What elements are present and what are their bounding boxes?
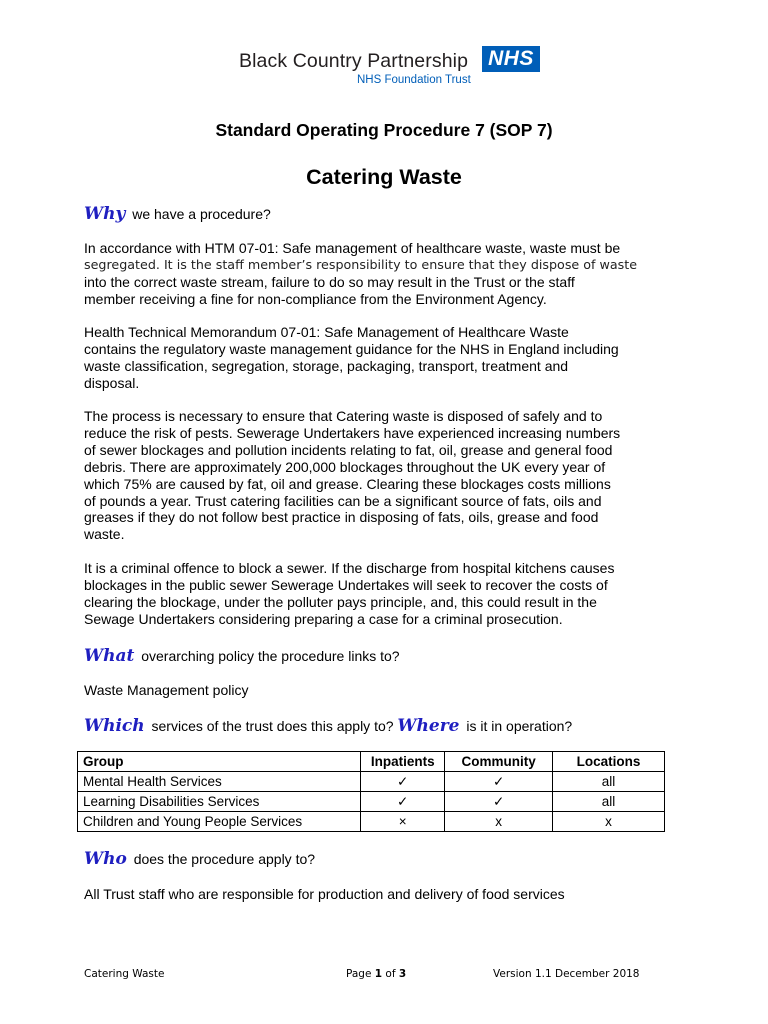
footer-doc-name: Catering Waste bbox=[84, 968, 165, 980]
why-heading-text: we have a procedure? bbox=[132, 206, 271, 222]
paragraph-line: Sewage Undertakers considering preparing a case for a criminal prosecution. bbox=[84, 610, 563, 627]
cell-group: Children and Young People Services bbox=[78, 812, 361, 832]
paragraph-line: of sewer blockages and pollution incidents relating to fat, oil, grease and general food bbox=[84, 441, 613, 458]
what-heading-text: overarching policy the procedure links to? bbox=[141, 648, 400, 664]
why-paragraph-4 bbox=[84, 560, 684, 628]
who-heading bbox=[84, 849, 315, 869]
header-inpatients: Inpatients bbox=[361, 752, 445, 772]
document-title: Standard Operating Procedure 7 (SOP 7) bbox=[215, 120, 553, 140]
why-keyword: Why bbox=[84, 204, 126, 224]
paragraph-line: of pounds a year. Trust catering facilities can be a significant source of fats, oils and bbox=[84, 492, 602, 509]
footer-page-number bbox=[346, 968, 406, 980]
cell-locations: all bbox=[553, 792, 665, 812]
header-group: Group bbox=[78, 752, 361, 772]
document-subtitle: Catering Waste bbox=[306, 165, 462, 189]
who-answer bbox=[84, 886, 684, 903]
which-heading-text: services of the trust does this apply to? bbox=[151, 718, 394, 734]
paragraph-line: reduce the risk of pests. Sewerage Undertakers have experienced increasing numbers bbox=[84, 424, 621, 441]
which-keyword: Which bbox=[84, 716, 145, 736]
table-row bbox=[78, 812, 665, 832]
cell-locations: all bbox=[553, 772, 665, 792]
cell-community: x bbox=[445, 812, 553, 832]
trust-logo bbox=[239, 44, 539, 90]
why-paragraph-3 bbox=[84, 408, 684, 543]
what-answer bbox=[84, 682, 684, 699]
table-header-row bbox=[78, 752, 665, 772]
nhs-logo-mark: NHS bbox=[482, 46, 540, 72]
paragraph-line: waste. bbox=[84, 526, 125, 543]
paragraph-line: Health Technical Memorandum 07-01: Safe Management of Healthcare Waste bbox=[84, 324, 569, 340]
cell-group: Learning Disabilities Services bbox=[78, 792, 361, 812]
paragraph-line: The process is necessary to ensure that Catering waste is disposed of safely and to bbox=[84, 408, 603, 424]
what-keyword: What bbox=[84, 646, 135, 666]
paragraph-line: into the correct waste stream, failure to do so may result in the Trust or the staff bbox=[84, 273, 575, 290]
what-heading bbox=[84, 646, 400, 666]
cell-group: Mental Health Services bbox=[78, 772, 361, 792]
logo-trust-name: NHS Foundation Trust bbox=[357, 74, 471, 86]
cell-inpatients: ✓ bbox=[361, 792, 445, 812]
paragraph-line: It is a criminal offence to block a sewer. If the discharge from hospital kitchens causes bbox=[84, 560, 615, 576]
paragraph-line: which 75% are caused by fat, oil and grease. Clearing these blockages costs millions bbox=[84, 475, 611, 492]
paragraph-line: contains the regulatory waste management guidance for the NHS in England including bbox=[84, 340, 619, 357]
why-paragraph-1 bbox=[84, 240, 684, 308]
cell-community: ✓ bbox=[445, 792, 553, 812]
who-keyword: Who bbox=[84, 849, 127, 869]
table-row bbox=[78, 772, 665, 792]
why-paragraph-2 bbox=[84, 324, 684, 392]
paragraph-line: clearing the blockage, under the polluter pays principle, and, this could result in the bbox=[84, 593, 597, 610]
paragraph-line: debris. There are approximately 200,000 blockages throughout the UK every year of bbox=[84, 458, 606, 475]
paragraph-line: disposal. bbox=[84, 374, 140, 391]
paragraph-line: member receiving a fine for non-compliance from the Environment Agency. bbox=[84, 290, 547, 307]
footer-page-of: of bbox=[382, 968, 399, 980]
cell-community: ✓ bbox=[445, 772, 553, 792]
paragraph-line: In accordance with HTM 07-01: Safe management of healthcare waste, waste must be bbox=[84, 240, 621, 256]
who-heading-text: does the procedure apply to? bbox=[133, 851, 316, 867]
cell-locations: x bbox=[553, 812, 665, 832]
paragraph-line: segregated. It is the staff member’s responsibility to ensure that they dispose of waste bbox=[84, 256, 638, 272]
header-locations: Locations bbox=[553, 752, 665, 772]
paragraph-line: Waste Management policy bbox=[84, 682, 249, 698]
header-community: Community bbox=[445, 752, 553, 772]
services-table bbox=[77, 751, 665, 832]
footer-version: Version 1.1 December 2018 bbox=[493, 968, 640, 980]
footer-page-current: 1 bbox=[374, 968, 383, 980]
where-keyword: Where bbox=[397, 716, 460, 736]
footer-page-prefix: Page bbox=[346, 968, 375, 980]
footer-page-total: 3 bbox=[398, 968, 407, 980]
paragraph-line: waste classification, segregation, storage, packaging, transport, treatment and bbox=[84, 357, 569, 374]
why-heading bbox=[84, 204, 271, 224]
paragraph-line: All Trust staff who are responsible for production and delivery of food services bbox=[84, 886, 565, 902]
where-heading-text: is it in operation? bbox=[466, 718, 573, 734]
table-row bbox=[78, 792, 665, 812]
logo-org-name: Black Country Partnership bbox=[239, 50, 469, 72]
paragraph-line: blockages in the public sewer Sewerage Undertakes will seek to recover the costs of bbox=[84, 576, 608, 593]
which-heading bbox=[84, 716, 572, 736]
cell-inpatients: × bbox=[361, 812, 445, 832]
cell-inpatients: ✓ bbox=[361, 772, 445, 792]
paragraph-line: greases if they do not follow best practice in disposing of fats, oils, grease and food bbox=[84, 509, 599, 526]
